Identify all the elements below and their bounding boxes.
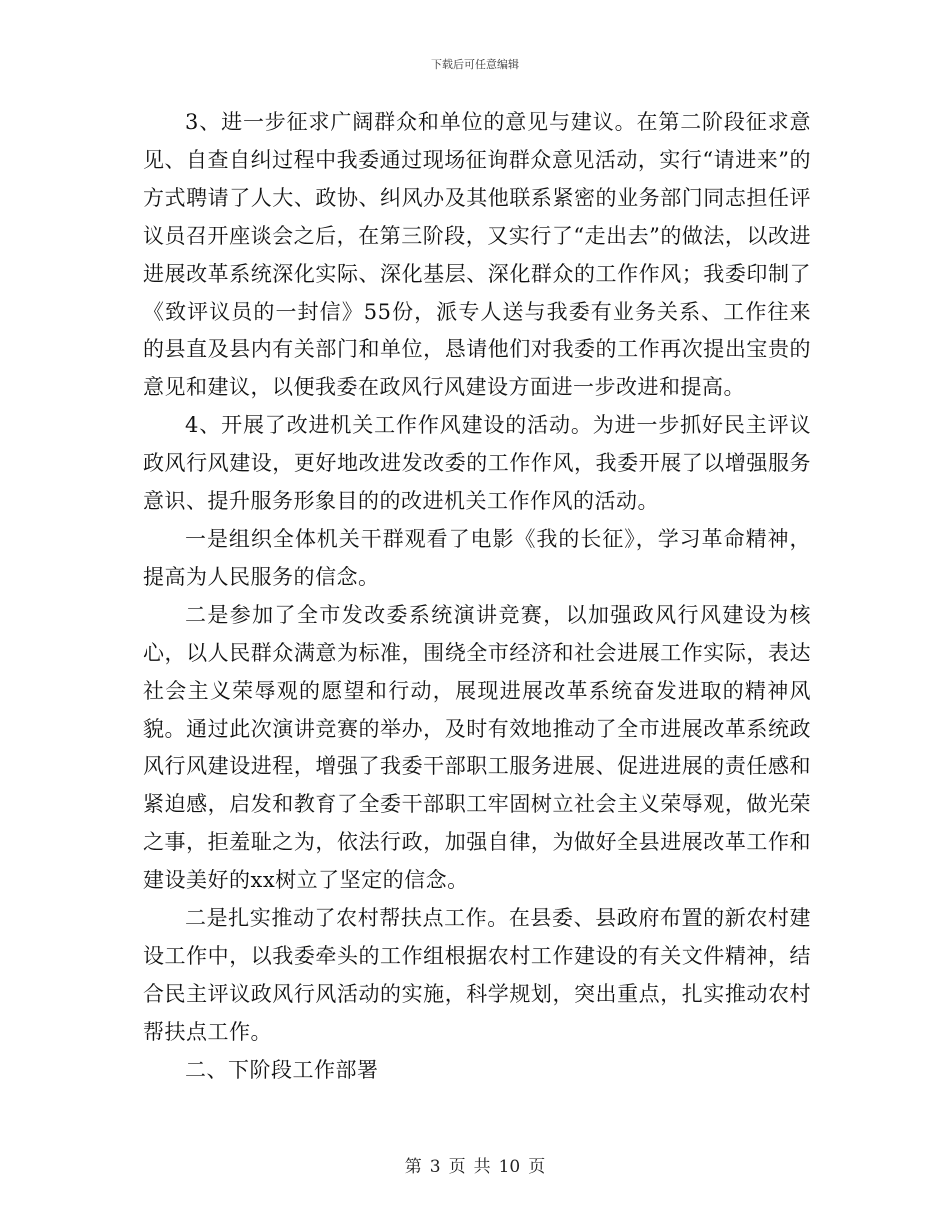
paragraph-item-3: 3、进一步征求广阔群众和单位的意见与建议。在第二阶段征求意见、自查自纠过程中我委通过现场征询群众意见活动，实行“请进来”的方式聘请了人大、政协、纠风办及其他联系紧密的业务部门同志担任评议员召开座谈会之后，在第三阶段，又实行了“走出去”的做法，以改进进展改革系统深化实际、深化基层、深化群众的工作作风；我委印制了《致评议员的一封信》55份，派专人送与我委有业务关系、工作往来的县直及县内有关部门和单位，恳请他们对我委的工作再次提出宝贵的意见和建议，以便我委在政风行风建设方面进一步改进和提高。	[143, 110, 811, 400]
page-footer	[0, 1152, 950, 1177]
total-unit-label: 页	[528, 1157, 546, 1177]
page-label: 第	[404, 1157, 422, 1177]
paragraph-item-4: 4、开展了改进机关工作作风建设的活动。为进一步抓好民主评议政风行风建设，更好地改进发改委的工作作风，我委开展了以增强服务意识、提升服务形象目的的改进机关工作作风的活动。	[143, 413, 811, 514]
section-heading: 二、下阶段工作部署	[185, 1057, 379, 1082]
total-label: 共	[473, 1157, 491, 1177]
total-pages-number: 10	[498, 1157, 521, 1177]
paragraph-first-point: 一是组织全体机关干群观看了电影《我的长征》，学习革命精神，提高为人民服务的信念。	[143, 526, 811, 589]
page-header: 下载后可任意编辑	[431, 58, 519, 71]
page-unit-label: 页	[448, 1157, 466, 1177]
paragraph-second-point: 二是参加了全市发改委系统演讲竞赛，以加强政风行风建设为核心，以人民群众满意为标准，围绕全市经济和社会进展工作实际，表达社会主义荣辱观的愿望和行动，展现进展改革系统奋发进取的精神风貌。通过此次演讲竞赛的举办，及时有效地推动了全市进展改革系统政风行风建设进程，增强了我委干部职工服务进展、促进进展的责任感和紧迫感，启发和教育了全委干部职工牢固树立社会主义荣辱观，做光荣之事，拒羞耻之为，依法行政，加强自律，为做好全县进展改革工作和建设美好的xx树立了坚定的信念。	[143, 602, 811, 893]
paragraph-third-point: 二是扎实推动了农村帮扶点工作。在县委、县政府布置的新农村建设工作中，以我委牵头的工作组根据农村工作建设的有关文件精神，结合民主评议政风行风活动的实施，科学规划，突出重点，扎实推动农村帮扶点工作。	[143, 906, 811, 1044]
document-body	[143, 104, 811, 1090]
current-page-number: 3	[429, 1157, 441, 1177]
